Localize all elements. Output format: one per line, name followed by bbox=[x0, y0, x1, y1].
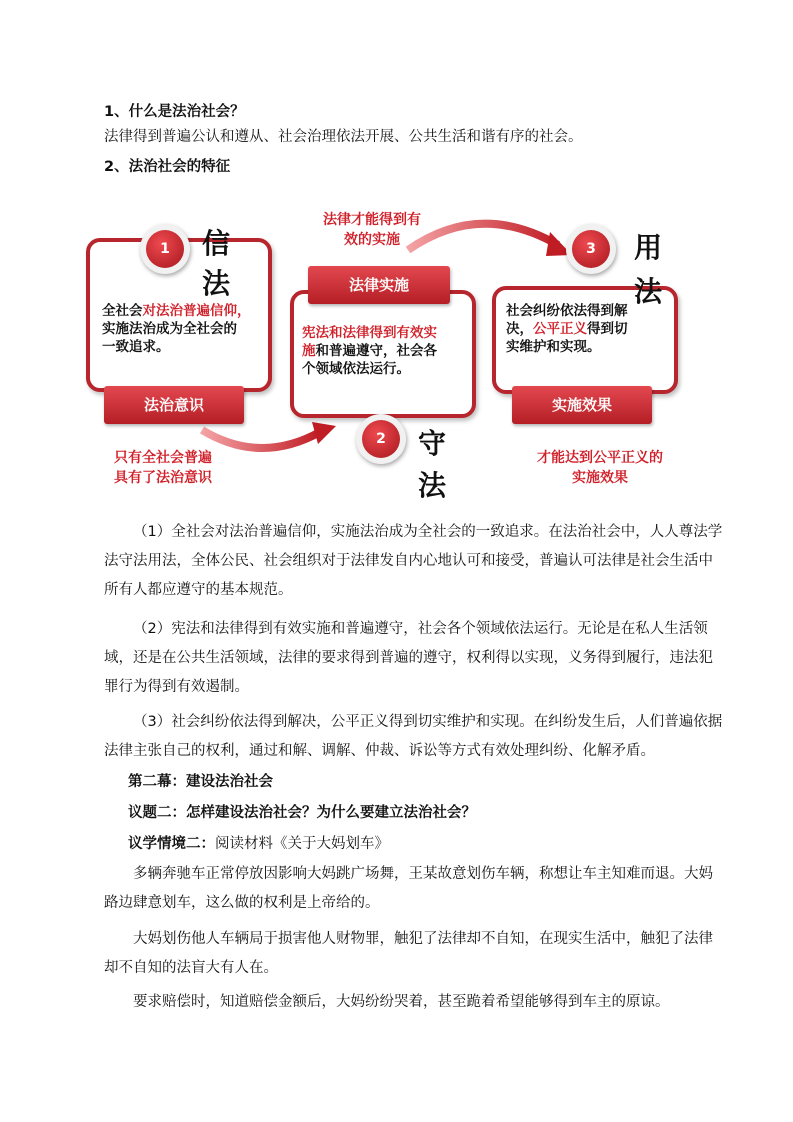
step3-text-pre: 决， bbox=[506, 321, 533, 337]
step1-number: 1 bbox=[146, 230, 184, 268]
step3-char-1: 用 bbox=[634, 231, 663, 264]
step2-text-line-2: 和普遍遵守，社会各 bbox=[315, 343, 437, 359]
bottom-left-note-line-1: 只有全社会普遍 bbox=[114, 450, 212, 466]
step1-text-red: 对法治普遍信仰， bbox=[142, 303, 251, 319]
top-note bbox=[312, 210, 432, 250]
q1-heading: 1、什么是法治社会？ bbox=[104, 104, 245, 120]
step2-text-line-3: 个领域依法运行。 bbox=[302, 361, 410, 377]
bottom-left-note-line-2: 具有了法治意识 bbox=[114, 470, 212, 486]
step3-text-line-1: 社会纠纷依法得到解 bbox=[506, 303, 628, 319]
rule-of-law-society-diagram bbox=[80, 200, 680, 510]
step2-badge bbox=[356, 414, 406, 464]
step3-text-post: 得到切 bbox=[587, 321, 628, 337]
story-paragraph-2: 大妈划伤他人车辆局于损害他人财物罪，触犯了法律却不自知，在现实生活中，触犯了法律却不自知的法盲大有人在。 bbox=[104, 931, 713, 976]
bottom-arrow-head bbox=[312, 422, 336, 444]
story-paragraph-1: 多辆奔驰车正常停放因影响大妈跳广场舞，王某故意划伤车辆，称想让车主知难而退。大妈路边肆意划车，这么做的权利是上帝给的。 bbox=[104, 866, 713, 911]
q1-answer: 法律得到普遍公认和遵从、社会治理依法开展、公共生活和谐有序的社会。 bbox=[104, 129, 583, 145]
bottom-right-note-line-2: 实施效果 bbox=[572, 470, 628, 486]
step3-char-2: 法 bbox=[634, 275, 663, 308]
step3-badge bbox=[566, 224, 616, 274]
step1-char-1: 信 bbox=[202, 227, 231, 260]
story-paragraph-3: 要求赔偿时，知道赔偿金额后，大妈纷纷哭着，甚至跪着希望能够得到车主的原谅。 bbox=[133, 994, 670, 1010]
scene2-line bbox=[128, 834, 748, 854]
step2-text bbox=[302, 324, 468, 378]
step1-tab-label: 法治意识 bbox=[104, 386, 244, 424]
step2-text-red-2: 施 bbox=[302, 343, 316, 359]
step3-tab-label: 实施效果 bbox=[512, 386, 652, 424]
step3-text-line-3: 实维护和实现。 bbox=[506, 339, 601, 355]
scene2-label: 议学情境二： bbox=[128, 836, 215, 852]
act2-heading: 第二幕：建设法治社会 bbox=[128, 774, 273, 790]
bottom-left-note bbox=[98, 448, 228, 488]
top-note-line-1: 法律才能得到有 bbox=[323, 212, 421, 228]
q2-heading: 2、法治社会的特征 bbox=[104, 159, 231, 175]
top-note-line-2: 效的实施 bbox=[344, 232, 400, 248]
step2-text-red-1: 宪法和法律得到有效实 bbox=[302, 325, 437, 341]
step3-number: 3 bbox=[572, 230, 610, 268]
step1-text-line-2: 实施法治成为全社会的 bbox=[102, 321, 237, 337]
step2-tab-label: 法律实施 bbox=[308, 266, 450, 304]
step3-text bbox=[506, 302, 666, 356]
step1-text-pre: 全社会 bbox=[102, 303, 143, 319]
feature-paragraph-1: （1）全社会对法治普遍信仰，实施法治成为全社会的一致追求。在法治社会中，人人尊法学法守法用法，全体公民、社会组织对于法律发自内心地认可和接受，普遍认可法律是社会生活中所有人都应遵守的基本规范。 bbox=[104, 524, 723, 598]
step1-text-line-3: 一致追求。 bbox=[102, 339, 170, 355]
step1-text bbox=[102, 302, 262, 356]
bottom-right-note bbox=[526, 448, 674, 488]
step2-number: 2 bbox=[362, 420, 400, 458]
topic2-heading: 议题二：怎样建设法治社会？为什么要建立法治社会？ bbox=[128, 805, 476, 821]
step3-text-red: 公平正义 bbox=[533, 321, 587, 337]
scene2-text: 阅读材料《关于大妈划车》 bbox=[215, 836, 389, 852]
step2-char-2: 法 bbox=[418, 469, 447, 502]
step1-char-2: 法 bbox=[202, 267, 231, 300]
feature-paragraph-2: （2）宪法和法律得到有效实施和普遍遵守，社会各个领域依法运行。无论是在私人生活领域，还是在公共生活领域，法律的要求得到普遍的遵守，权利得以实现，义务得到履行，违法犯罪行为得到有效遏制。 bbox=[104, 621, 713, 695]
step2-char-1: 守 bbox=[418, 427, 447, 460]
feature-paragraph-3: （3）社会纠纷依法得到解决，公平正义得到切实维护和实现。在纠纷发生后，人们普遍依据法律主张自己的权利，通过和解、调解、仲裁、诉讼等方式有效处理纠纷、化解矛盾。 bbox=[104, 714, 723, 759]
step1-badge bbox=[140, 224, 190, 274]
bottom-arrow bbox=[202, 430, 320, 448]
bottom-right-note-line-1: 才能达到公平正义的 bbox=[537, 450, 663, 466]
